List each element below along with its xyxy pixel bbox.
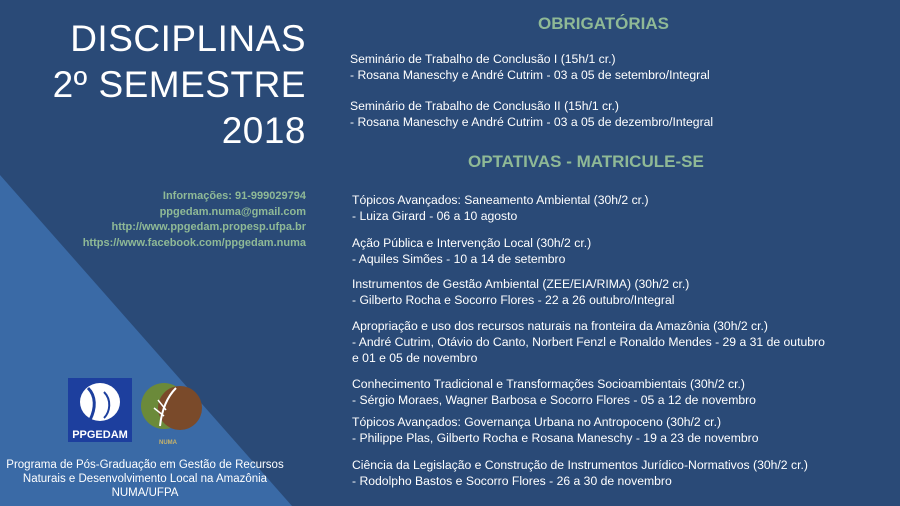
course-title: Conhecimento Tradicional e Transformações Socioambientais (30h/2 cr.) [352,377,745,391]
website-link[interactable]: http://www.ppgedam.propesp.ufpa.br [111,221,306,233]
list-item [352,235,591,267]
list-item [352,376,756,408]
course-title: Tópicos Avançados: Governança Urbana no Antropoceno (30h/2 cr.) [352,415,722,429]
course-detail: - Rosana Maneschy e André Cutrim - 03 a 05 de setembro/Integral [350,68,710,82]
contact-info [83,189,306,251]
course-title: Instrumentos de Gestão Ambiental (ZEE/EIA/RIMA) (30h/2 cr.) [352,277,690,291]
course-detail: - Rodolpho Bastos e Socorro Flores - 26 a 30 de novembro [352,474,672,488]
optativas-heading: OPTATIVAS - MATRICULE-SE [468,152,704,171]
phone-label: Informações: [162,190,232,202]
list-item [352,318,825,366]
list-item [352,276,689,308]
ppgedam-logo-text: PPGEDAM [72,429,128,441]
title-line-3: 2018 [221,110,306,151]
footer-program [0,458,290,500]
course-title: Tópicos Avançados: Saneamento Ambiental (30h/2 cr.) [352,193,649,207]
title-line-1: DISCIPLINAS [70,18,306,59]
course-detail: - Philippe Plas, Gilberto Rocha e Rosana Maneschy - 19 a 23 de novembro [352,431,759,445]
list-item [352,457,808,489]
facebook-link[interactable]: https://www.facebook.com/ppgedam.numa [82,236,306,249]
phone-line [83,189,306,205]
course-detail: - André Cutrim, Otávio do Canto, Norbert Fenzl e Ronaldo Mendes - 29 a 31 de outubro [352,335,825,349]
list-item [352,414,758,446]
course-title: Ação Pública e Intervenção Local (30h/2 cr.) [352,236,592,250]
footer-line-2: Naturais e Desenvolvimento Local na Amazônia [22,473,268,485]
numa-logo-text: NUMA [159,440,177,446]
course-detail: - Aquiles Simões - 10 a 14 de setembro [352,252,566,266]
numa-logo [141,383,202,446]
list-item [350,98,713,130]
course-title: Ciência da Legislação e Construção de Instrumentos Jurídico-Normativos (30h/2 cr.) [352,458,808,472]
footer-line-1: Programa de Pós-Graduação em Gestão de Recursos [6,459,284,471]
list-item [350,51,710,83]
title-line-2: 2º SEMESTRE [52,64,306,105]
course-detail: - Sérgio Moraes, Wagner Barbosa e Socorro Flores - 05 a 12 de novembro [352,393,756,407]
page-title [53,16,306,154]
course-title: Apropriação e uso dos recursos naturais na fronteira da Amazônia (30h/2 cr.) [352,319,768,333]
email-link[interactable]: ppgedam.numa@gmail.com [159,205,306,218]
course-detail: - Luiza Girard - 06 a 10 agosto [352,209,518,223]
list-item [352,192,649,224]
course-detail: - Rosana Maneschy e André Cutrim - 03 a 05 de dezembro/Integral [350,115,714,129]
ppgedam-logo [68,378,132,442]
course-detail-continued: e 01 e 05 de novembro [352,351,478,365]
footer-line-3: NUMA/UFPA [111,487,179,499]
course-title: Seminário de Trabalho de Conclusão I (15h/1 cr.) [350,52,616,66]
logos [68,378,218,448]
course-detail: - Gilberto Rocha e Socorro Flores - 22 a 26 outubro/Integral [352,293,675,307]
phone-number: 91-999029794 [235,190,306,202]
obrigatorias-heading: OBRIGATÓRIAS [538,14,669,33]
course-title: Seminário de Trabalho de Conclusão II (15h/1 cr.) [350,99,619,113]
